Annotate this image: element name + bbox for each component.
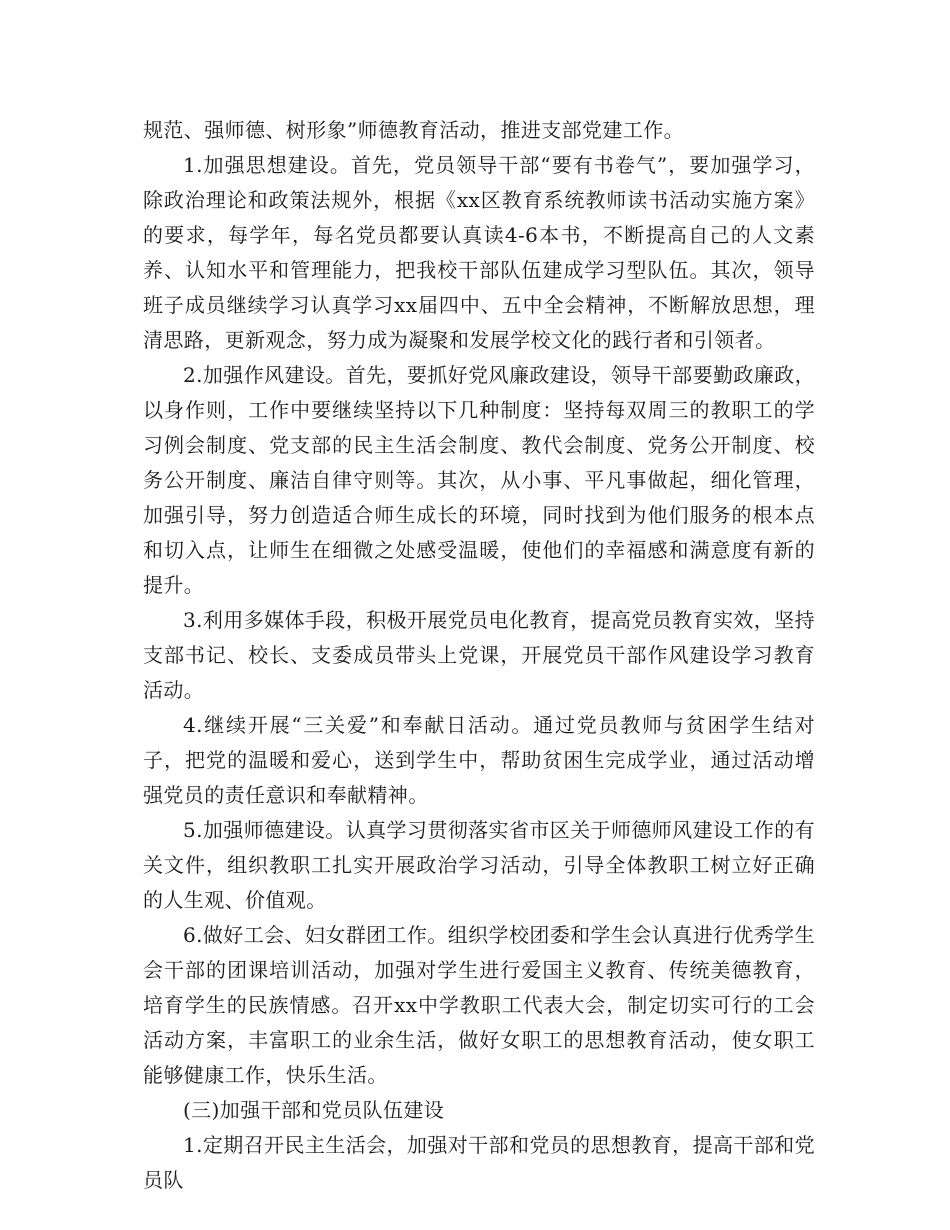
paragraph-teacher-ethics: 5.加强师德建设。认真学习贯彻落实省市区关于师德师风建设工作的有关文件，组织教职工扎实开展政治学习活动，引导全体教职工树立好正确的人生观、价值观。 xyxy=(143,818,815,912)
paragraph-union-work: 6.做好工会、妇女群团工作。组织学校团委和学生会认真进行优秀学生会干部的团课培训活动，加强对学生进行爱国主义教育、传统美德教育，培育学生的民族情感。召开xx中学教职工代表大会，制定切实可行的工会活动方案，丰富职工的业余生活，做好女职工的思想教育活动，使女职工能够健康工作，快乐生活。 xyxy=(143,923,815,1087)
paragraph-ideology-building: 1.加强思想建设。首先，党员领导干部“要有书卷气”，要加强学习，除政治理论和政策法规外，根据《xx区教育系统教师读书活动实施方案》的要求，每学年，每名党员都要认真读4-6本书，不断提高自己的人文素养、认知水平和管理能力，把我校干部队伍建成学习型队伍。其次，领导班子成员继续学习认真学习xx届四中、五中全会精神，不断解放思想，理清思路，更新观念，努力成为凝聚和发展学校文化的践行者和引领者。 xyxy=(143,153,815,352)
paragraph-continuation: 规范、强师德、树形象”师德教育活动，推进支部党建工作。 xyxy=(143,118,685,142)
paragraph-multimedia-education: 3.利用多媒体手段，积极开展党员电化教育，提高党员教育实效，坚持支部书记、校长、支委成员带头上党课，开展党员干部作风建设学习教育活动。 xyxy=(143,608,815,702)
paragraph-democratic-meetings: 1.定期召开民主生活会，加强对干部和党员的思想教育，提高干部和党员队 xyxy=(143,1133,815,1192)
paragraph-three-cares: 4.继续开展“三关爱”和奉献日活动。通过党员教师与贫困学生结对子，把党的温暖和爱心，送到学生中，帮助贫困生完成学业，通过活动增强党员的责任意识和奉献精神。 xyxy=(143,713,815,807)
section-heading: (三)加强干部和党员队伍建设 xyxy=(183,1098,445,1122)
paragraph-work-style-building: 2.加强作风建设。首先，要抓好党风廉政建设，领导干部要勤政廉政，以身作则，工作中要继续坚持以下几种制度：坚持每双周三的教职工的学习例会制度、党支部的民主生活会制度、教代会制度、党务公开制度、校务公开制度、廉洁自律守则等。其次，从小事、平凡事做起，细化管理，加强引导，努力创造适合师生成长的环境，同时找到为他们服务的根本点和切入点，让师生在细微之处感受温暖，使他们的幸福感和满意度有新的提升。 xyxy=(143,363,815,597)
document-body xyxy=(143,113,815,1198)
